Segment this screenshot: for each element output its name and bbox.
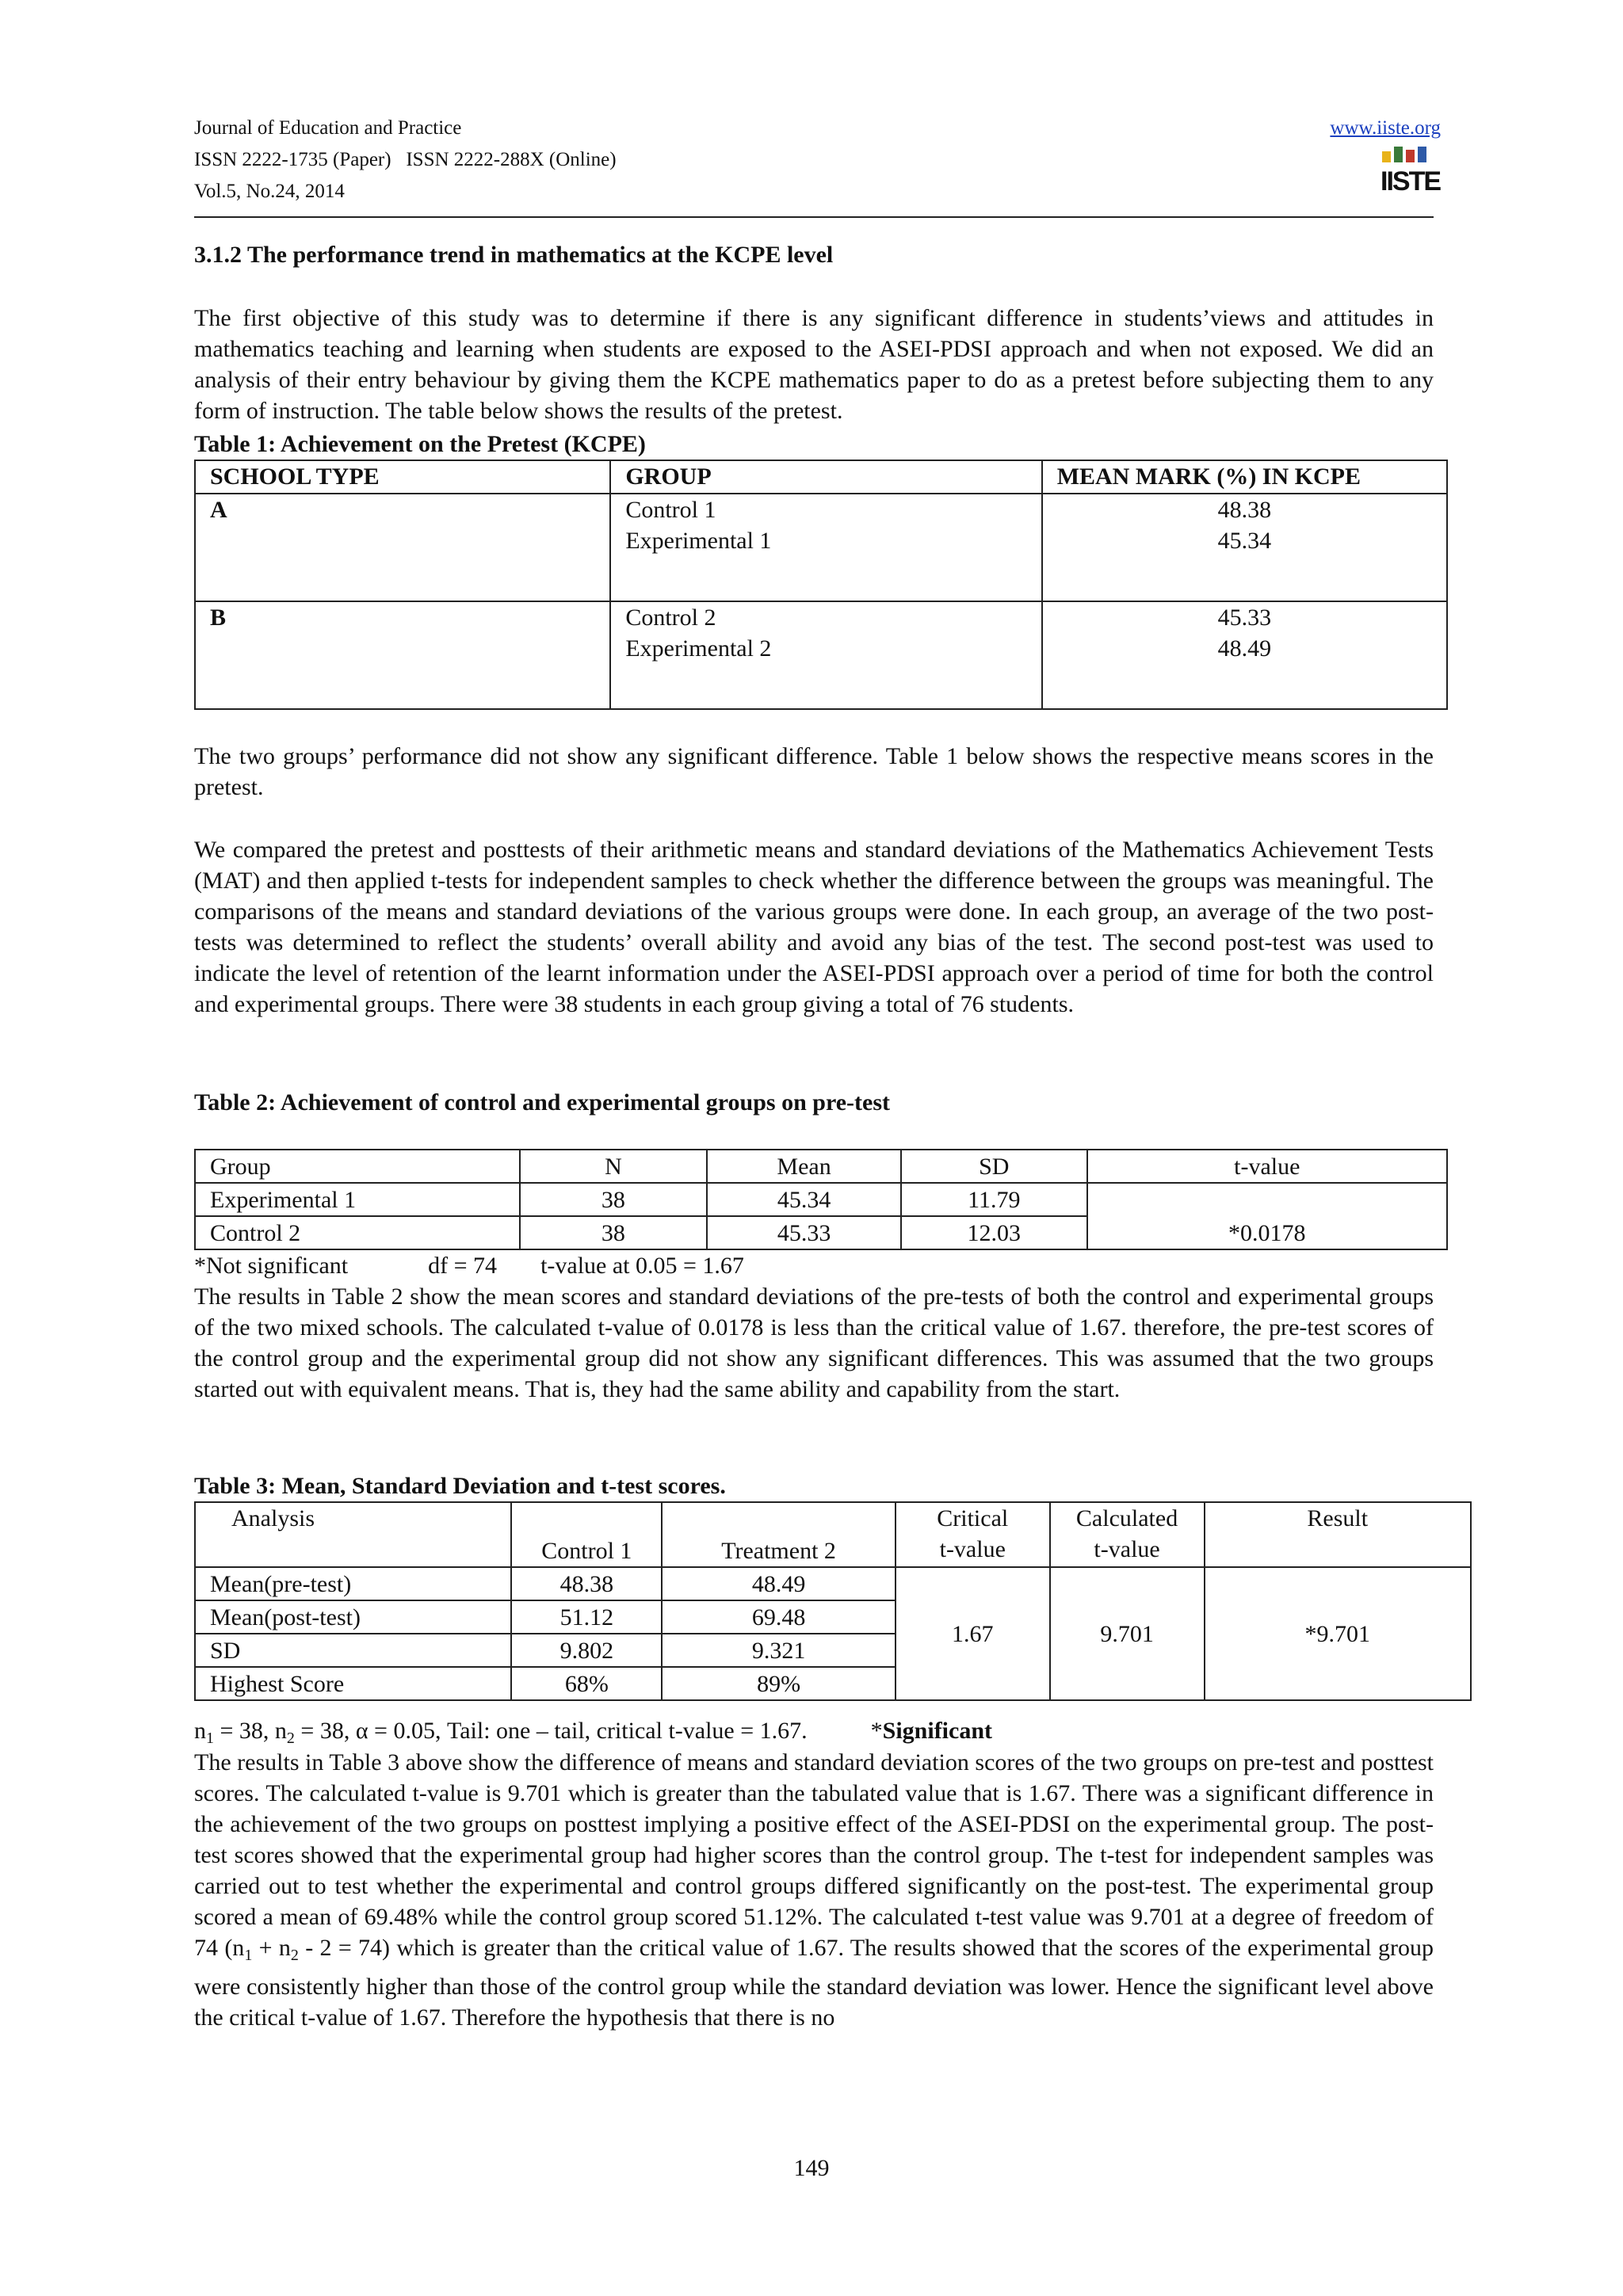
subscript-1: 1 [244,1947,253,1964]
table3-header-calculated [1050,1502,1205,1567]
table3-header-calculated-line1: Calculated [1075,1505,1178,1531]
table3-header-control: Control 1 [511,1502,662,1567]
table1-group: Control 1 [625,497,716,523]
table3-critical-value: 1.67 [896,1567,1050,1700]
table1-header-group: GROUP [610,460,1041,494]
logo-bars [1382,147,1434,162]
table3-note-rest: = 38, α = 0.05, Tail: one – tail, critical t-value = 1.67. [294,1718,808,1744]
table3-note-significant: Significant [882,1718,993,1744]
table2-note [194,1250,744,1281]
table1-mean: 45.34 [1217,528,1272,554]
table2-header: N [520,1150,708,1183]
table1-group: Control 2 [625,605,716,631]
table3-calculated-value: 9.701 [1050,1567,1205,1700]
table3-header-critical-line2: t-value [939,1536,1006,1562]
table1-group: Experimental 1 [625,528,772,554]
table3-header-row [195,1502,1471,1567]
table-row [195,1567,1471,1600]
table2-note-critical: t-value at 0.05 = 1.67 [540,1253,744,1279]
table3-result-value: *9.701 [1205,1567,1472,1700]
table2-cell: 45.34 [707,1183,901,1216]
table2-cell: Experimental 1 [195,1183,520,1216]
table2-cell: 11.79 [901,1183,1087,1216]
table2-header: Mean [707,1150,901,1183]
table1-group: Experimental 2 [625,635,772,662]
header-rule [194,216,1434,218]
table1-mean-cell [1042,601,1447,709]
subscript-2: 2 [290,1947,299,1964]
table3-header-result: Result [1205,1502,1472,1567]
table3-cell: 68% [511,1667,662,1700]
paragraph-method: We compared the pretest and posttests of their arithmetic means and standard deviations of the Mathematics Achievement Tests (MAT) and then applied t-tests for independent samples to check whether the difference between the groups was meaningful. The comparisons of the means and standard deviations of the various groups were done. In each group, an average of the two post-tests was determined to reflect the students’ overall ability and avoid any bias of the test. The second post-test was used to indicate the level of retention of the learnt information under the ASEI-PDSI approach over a period of time for both the control and experimental groups. There were 38 students in each group giving a total of 76 students. [194,837,1434,1017]
table2-cell: Control 2 [195,1216,520,1249]
page-number: 149 [793,2155,830,2181]
journal-issn: ISSN 2222-1735 (Paper) ISSN 2222-288X (Online) [194,149,617,170]
journal-title: Journal of Education and Practice [194,117,462,139]
iiste-logo [1381,147,1441,204]
table3-note-n1: n [194,1718,206,1744]
table3-header-treatment: Treatment 2 [662,1502,896,1567]
table-row [195,601,1447,709]
table1-group-cell [610,601,1041,709]
logo-bar-yellow [1382,151,1391,162]
table3-cell: 9.321 [662,1634,896,1667]
table3-cell: 48.38 [511,1567,662,1600]
section-heading: 3.1.2 The performance trend in mathematics at the KCPE level [194,242,834,268]
table3-cell: SD [195,1634,511,1667]
table3-header-calculated-line2: t-value [1094,1536,1160,1562]
table2-caption: Table 2: Achievement of control and experimental groups on pre-test [194,1089,891,1116]
table3-cell: Mean(post-test) [195,1600,511,1634]
table2-header: Group [195,1150,520,1183]
table1-mean: 45.33 [1217,605,1272,631]
logo-text: IISTE [1381,166,1441,196]
table3-header-analysis: Analysis [195,1502,511,1567]
table1 [194,460,1448,710]
table1-header-row [195,460,1447,494]
table1-school: A [195,494,610,601]
table2-t-value: *0.0178 [1087,1183,1447,1249]
table2-cell: 12.03 [901,1216,1087,1249]
journal-header [194,113,617,208]
paragraph-intro: The first objective of this study was to determine if there is any significant difference in students’views and attitudes in mathematics teaching and learning when students are exposed to the ASEI-PDSI approach and when not exposed. We did an analysis of their entry behaviour by giving them the KCPE mathematics paper to do as a pretest before subjecting them to any form of instruction. The table below shows the results of the pretest. [194,305,1434,424]
paragraph-pretest-summary: The two groups’ performance did not show any significant difference. Table 1 below shows the respective means scores in the pretest. [194,743,1434,800]
table3-cell: 69.48 [662,1600,896,1634]
table1-mean: 48.38 [1217,497,1272,523]
table3-note-star: * [870,1718,883,1744]
table1-mean-cell [1042,494,1447,601]
table2-cell: 38 [520,1216,708,1249]
table3-header-critical [896,1502,1050,1567]
paragraph-table3-part2: + n [258,1935,291,1961]
logo-bar-blue [1418,147,1426,162]
table3-cell: 48.49 [662,1567,896,1600]
table-row [195,1183,1447,1216]
table1-school: B [195,601,610,709]
paragraph-table2-results: The results in Table 2 show the mean scores and standard deviations of the pre-tests of both the control and experimental groups of the two mixed schools. The calculated t-value of 0.0178 is less than the critical value of 1.67. therefore, the pre-test scores of the control group and the experimental group did not show any significant differences. This was assumed that the two groups started out with equivalent means. That is, they had the same ability and capability from the start. [194,1283,1434,1402]
table3-cell: Mean(pre-test) [195,1567,511,1600]
table2-header: t-value [1087,1150,1447,1183]
logo-bar-green [1394,147,1403,162]
table2-note-df: df = 74 [428,1253,498,1279]
table3 [194,1501,1472,1701]
table3-cell: 51.12 [511,1600,662,1634]
table2-note-significance: *Not significant [194,1253,349,1279]
table3-note-n2: = 38, n [214,1718,287,1744]
table3-cell: Highest Score [195,1667,511,1700]
table3-note-sub2: 2 [286,1730,295,1747]
table1-group-cell [610,494,1041,601]
table1-mean: 48.49 [1217,635,1272,662]
table3-note-sub1: 1 [206,1730,214,1747]
table2-header-row [195,1150,1447,1183]
table1-header-mean: MEAN MARK (%) IN KCPE [1042,460,1447,494]
table2-header: SD [901,1150,1087,1183]
table3-header-critical-line1: Critical [937,1505,1009,1531]
logo-bar-red [1406,150,1415,162]
table-row [195,494,1447,601]
paragraph-table3-part3: - 2 = 74) which is greater than the critical value of 1.67. The results showed that the scores of the experimental group were consistently higher than those of the control group while the standard deviation was lower. Hence the significant level above the critical t-value of 1.67. Therefore the hypothesis that there is no [194,1935,1434,2031]
table2 [194,1149,1448,1250]
website-link[interactable]: www.iiste.org [1330,117,1441,139]
table1-header-school: SCHOOL TYPE [195,460,610,494]
journal-volume: Vol.5, No.24, 2014 [194,181,345,202]
table2-cell: 45.33 [707,1216,901,1249]
table2-cell: 38 [520,1183,708,1216]
table3-caption: Table 3: Mean, Standard Deviation and t-test scores. [194,1473,726,1499]
table3-cell: 89% [662,1667,896,1700]
paragraph-table3-results [194,1747,1434,2033]
table3-cell: 9.802 [511,1634,662,1667]
paragraph-table3-part1: The results in Table 3 above show the difference of means and standard deviation scores of the two groups on pre-test and posttest scores. The calculated t-value is 9.701 which is greater than the tabulated value that is 1.67. There was a significant difference in the achievement of the two groups on posttest implying a positive effect of the ASEI-PDSI on the experimental group. The post-test scores showed that the experimental group had higher scores than the control group. The t-test for independent samples was carried out to test whether the experimental and control groups differed significantly on the post-test. The experimental group scored a mean of 69.48% while the control group scored 51.12%. The calculated t-test value was 9.701 at a degree of freedom of 74 (n [194,1749,1434,1961]
table1-caption: Table 1: Achievement on the Pretest (KCPE) [194,431,646,457]
